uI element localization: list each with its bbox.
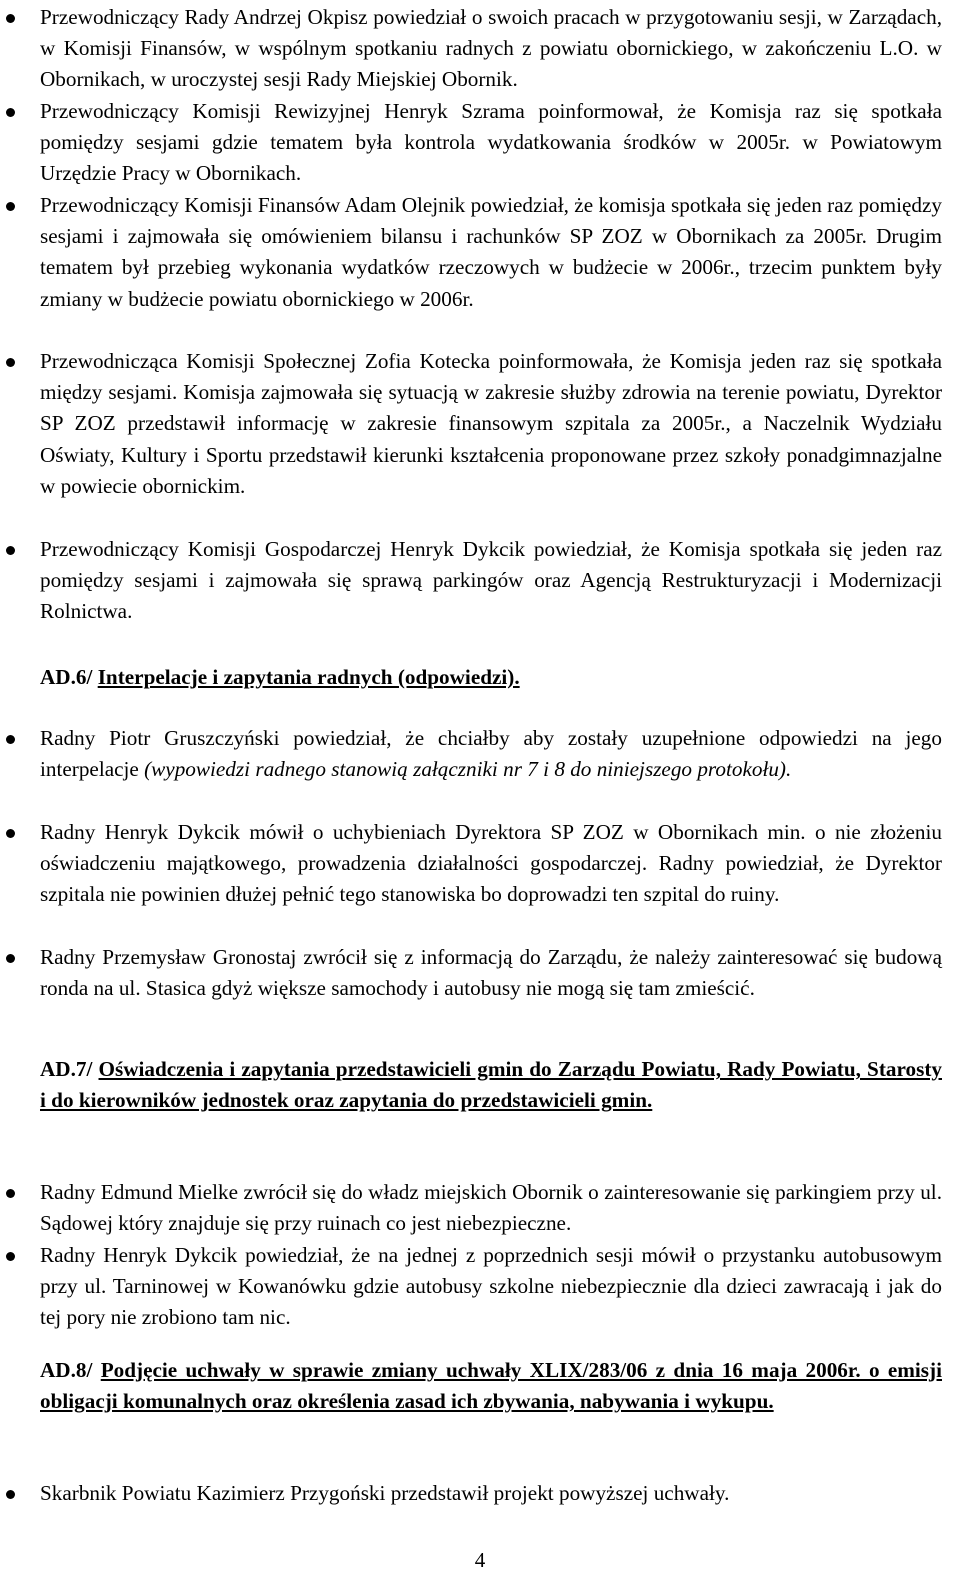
list-item <box>0 1177 942 1240</box>
list-item <box>0 942 942 1004</box>
section-prefix: AD.7/ <box>40 1057 93 1081</box>
item-text: Skarbnik Powiatu Kazimierz Przygoński przedstawił projekt powyższej uchwały. <box>40 1481 730 1505</box>
bullet-icon <box>6 954 15 963</box>
interpellations-list <box>0 723 942 1004</box>
section-title: Interpelacje i zapytania radnych (odpowiedzi). <box>97 665 520 689</box>
bullet-icon <box>6 1189 15 1198</box>
item-text: Przewodnicząca Komisji Społecznej Zofia Kotecka poinformowała, że Komisja jeden raz się spotkała między sesjami. Komisja zajmowała się sytuacją w zakresie służby zdrowia na terenie powiatu, Dyrektor SP ZOZ przedstawił informację w zakresie finansowym szpitala za 2005r., a Naczelnik Wydziału Oświaty, Kultury i Sportu przedstawił kierunki kształcenia proponowane przez szkoły ponadgimnazjalne w powiecie obornickim. <box>40 349 942 498</box>
section-heading-ad8 <box>0 1355 942 1417</box>
section-title: Oświadczenia i zapytania przedstawicieli gmin do Zarządu Powiatu, Rady Powiatu, Starosty i do kierowników jednostek oraz zapytania do przedstawicieli gmin. <box>40 1057 942 1113</box>
committee-reports-list <box>0 2 942 628</box>
list-item <box>0 190 942 346</box>
item-text: Radny Henryk Dykcik powiedział, że na jednej z poprzednich sesji mówił o przystanku autobusowym przy ul. Tarninowej w Kowanówku gdzie autobusy szkolne niebezpiecznie dla dzieci zawracają i jak do tej pory nie zrobiono tam nic. <box>40 1243 942 1330</box>
section-prefix: AD.6/ <box>40 665 93 689</box>
item-text: Radny Piotr Gruszczyński powiedział, że chciałby aby zostały uzupełnione odpowiedzi na jego interpelacje <box>40 726 942 782</box>
resolution-list <box>0 1478 942 1509</box>
section-heading-ad6 <box>0 662 942 693</box>
page-number: 4 <box>474 1548 486 1572</box>
bullet-icon <box>6 735 15 744</box>
list-item <box>0 1478 942 1509</box>
list-item <box>0 2 942 96</box>
bullet-icon <box>6 108 15 117</box>
item-text: Radny Przemysław Gronostaj zwrócił się z informacją do Zarządu, że należy zainteresować się budową ronda na ul. Stasica gdyż większe samochody i autobusy nie mogą się tam zmieścić. <box>40 945 942 1001</box>
bullet-icon <box>6 829 15 838</box>
municipal-statements-list <box>0 1177 942 1334</box>
list-item <box>0 1240 942 1334</box>
bullet-icon <box>6 358 15 367</box>
section-title: Podjęcie uchwały w sprawie zmiany uchwały XLIX/283/06 z dnia 16 maja 2006r. o emisji obligacji komunalnych oraz określenia zasad ich zbywania, nabywania i wykupu. <box>40 1358 942 1414</box>
list-item <box>0 96 942 190</box>
list-item <box>0 346 942 534</box>
item-italic-note: (wypowiedzi radnego stanowią załączniki nr 7 i 8 do niniejszego protokołu). <box>144 757 792 782</box>
item-text: Przewodniczący Rady Andrzej Okpisz powiedział o swoich pracach w przygotowaniu sesji, w Zarządach, w Komisji Finansów, w wspólnym spotkaniu radnych z powiatu obornickiego, w zakończeniu L.O. w Obornikach, w uroczystej sesji Rady Miejskiej Obornik. <box>40 5 942 92</box>
item-text: Radny Henryk Dykcik mówił o uchybieniach Dyrektora SP ZOZ w Obornikach min. o nie złożeniu oświadczeniu majątkowego, prowadzenia działalności gospodarczej. Radny powiedział, że Dyrektor szpitala nie powinien dłużej pełnić tego stanowiska bo doprowadzi ten szpital do ruiny. <box>40 820 942 907</box>
bullet-icon <box>6 1252 15 1261</box>
section-heading-ad7 <box>0 1054 942 1116</box>
section-prefix: AD.8/ <box>40 1358 93 1382</box>
item-text: Przewodniczący Komisji Gospodarczej Henryk Dykcik powiedział, że Komisja spotkała się jeden raz pomiędzy sesjami i zajmowała się sprawą parkingów oraz Agencją Restrukturyzacji i Modernizacji Rolnictwa. <box>40 537 942 624</box>
list-item <box>0 723 942 817</box>
item-text: Radny Edmund Mielke zwrócił się do władz miejskich Obornik o zainteresowanie się parkingiem przy ul. Sądowej który znajduje się przy ruinach co jest niebezpieczne. <box>40 1180 942 1236</box>
item-text: Przewodniczący Komisji Finansów Adam Olejnik powiedział, że komisja spotkała się jeden raz pomiędzy sesjami i zajmowała się omówieniem bilansu i rachunków SP ZOZ w Obornikach za 2005r. Drugim tematem był przebieg wykonania wydatków rzeczowych w budżecie w 2006r., trzecim punktem były zmiany w budżecie powiatu obornickiego w 2006r. <box>40 193 942 311</box>
item-text: Przewodniczący Komisji Rewizyjnej Henryk Szrama poinformował, że Komisja raz się spotkała pomiędzy sesjami gdzie tematem była kontrola wydatkowania środków w 2005r. w Powiatowym Urzędzie Pracy w Obornikach. <box>40 99 942 186</box>
bullet-icon <box>6 202 15 211</box>
bullet-icon <box>6 14 15 23</box>
list-item <box>0 534 942 628</box>
bullet-icon <box>6 1490 15 1499</box>
bullet-icon <box>6 546 15 555</box>
list-item <box>0 817 942 942</box>
